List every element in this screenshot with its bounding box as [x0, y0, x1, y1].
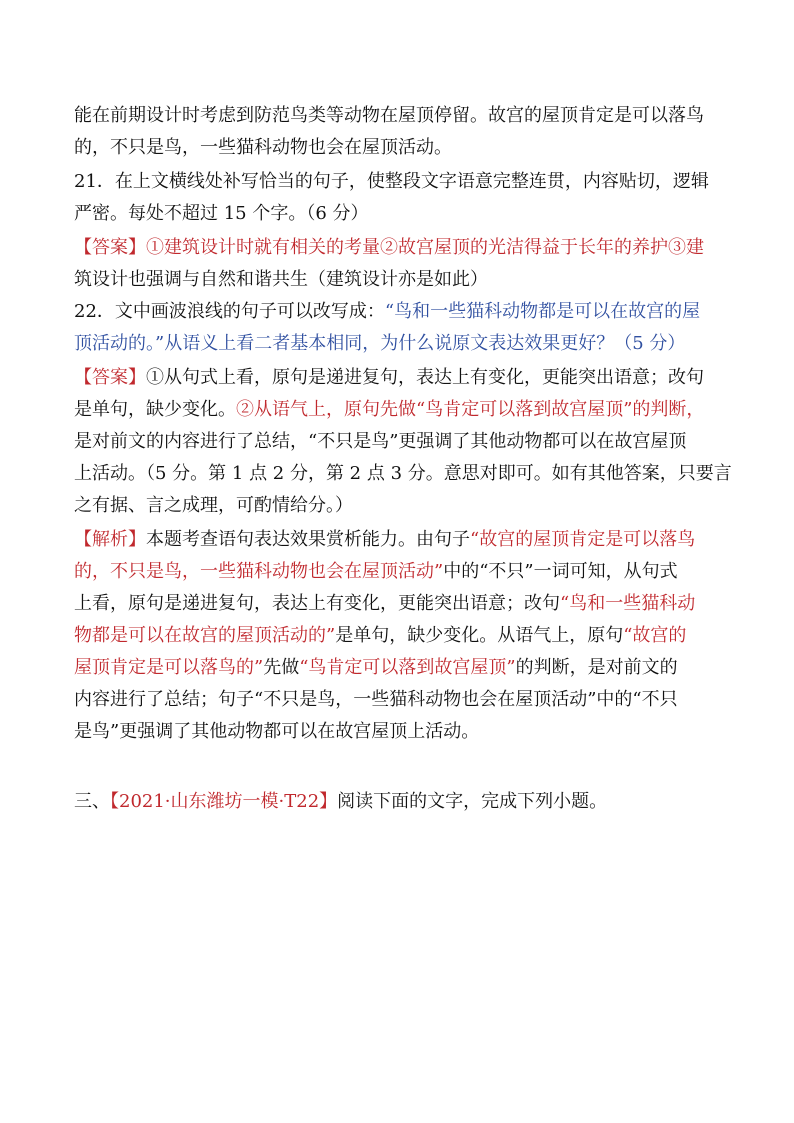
analysis-text: 上看，原句是递进复句，表达上有变化，更能突出语意；改句“鸟和一些猫科动	[74, 593, 696, 614]
question-21-answer	[74, 232, 734, 264]
question-22-analysis: 【解析】本题考查语句表达效果赏析能力。由句子“故宫的屋顶肯定是可以落鸟	[74, 529, 696, 550]
source-tag: 【2021·山东潍坊一模·T22】	[110, 791, 338, 812]
answer-text: 上活动。（5 分。第 1 点 2 分，第 2 点 3 分。意思对即可。如有其他答案，只要言	[74, 463, 732, 484]
passage-line: 的，不只是鸟，一些猫科动物也会在屋顶活动。	[74, 137, 452, 158]
analysis-text: 内容进行了总结；句子“不只是鸟，一些猫科动物也会在屋顶活动”中的“不只	[74, 689, 678, 710]
analysis-text: 屋顶肯定是可以落鸟的”先做“鸟肯定可以落到故宫屋顶”的判断，是对前文的	[74, 657, 678, 678]
rewritten-sentence: “鸟和一些猫科动物都是可以在故宫的屋	[384, 301, 701, 322]
section-3-heading: 三、【2021·山东潍坊一模·T22】阅读下面的文字，完成下列小题。	[74, 791, 608, 812]
passage-line: 能在前期设计时考虑到防范鸟类等动物在屋顶停留。故宫的屋顶肯定是可以落鸟	[74, 105, 704, 126]
analysis-text: 的，不只是鸟，一些猫科动物也会在屋顶活动”中的“不只”一词可知，从句式	[74, 561, 678, 582]
question-22-text: 22．文中画波浪线的句子可以改写成：“鸟和一些猫科动物都是可以在故宫的屋	[74, 301, 701, 322]
rewritten-sentence: 顶活动的。”	[74, 333, 165, 354]
document-page	[74, 100, 734, 818]
answer-text: 是单句，缺少变化。②从语气上，原句先做“鸟肯定可以落到故宫屋顶”的判断，	[74, 399, 705, 420]
answer-tag: 【答案】	[74, 237, 146, 258]
answer-text: 之有据、言之成理，可酌情给分。）	[74, 495, 353, 516]
question-22-answer: 【答案】①从句式上看，原句是递进复句，表达上有变化，更能突出语意；改句	[74, 367, 704, 388]
analysis-text: 物都是可以在故宫的屋顶活动的”是单句，缺少变化。从语气上，原句“故宫的	[74, 625, 687, 646]
answer-text: 是对前文的内容进行了总结，“不只是鸟”更强调了其他动物都可以在故宫屋顶	[74, 431, 687, 452]
answer-tag: 【答案】	[74, 367, 146, 388]
question-21-text: 21．在上文横线处补写恰当的句子，使整段文字语意完整连贯，内容贴切，逻辑	[74, 171, 709, 192]
question-21-text: 严密。每处不超过 15 个字。（6 分）	[74, 203, 369, 224]
analysis-tag: 【解析】	[74, 529, 146, 550]
analysis-text: 是鸟”更强调了其他动物都可以在故宫屋顶上活动。	[74, 721, 480, 742]
answer-text: ①建筑设计时就有相关的考量②故宫屋顶的光洁得益于长年的养护③建	[146, 237, 704, 258]
question-22-text: 顶活动的。”从语义上看二者基本相同，为什么说原文表达效果更好？（5 分）	[74, 333, 686, 354]
answer-text: 筑设计也强调与自然和谐共生（建筑设计亦是如此）	[74, 269, 488, 290]
